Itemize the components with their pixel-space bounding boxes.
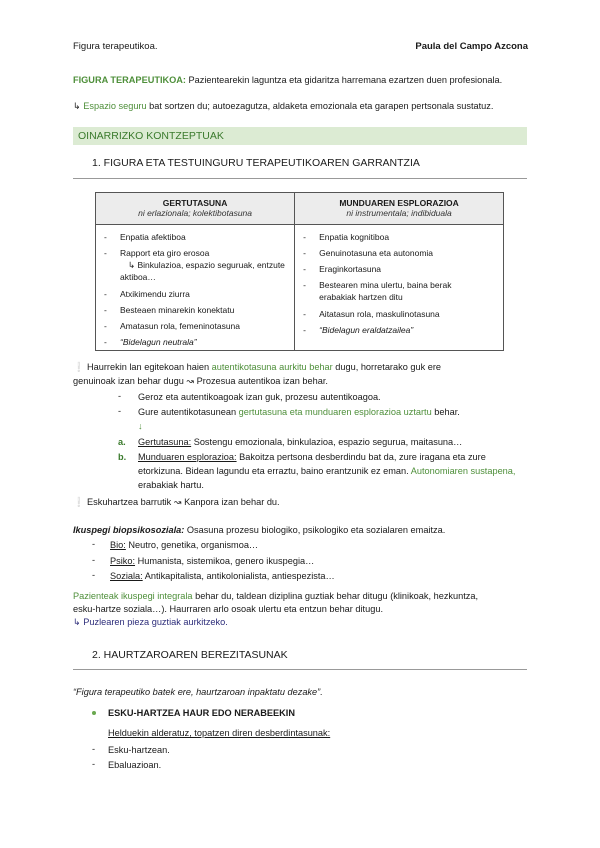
heading-2-rule xyxy=(73,669,527,670)
exclamation-icon: ❕ xyxy=(73,497,85,507)
arrow-icon: ↳ xyxy=(73,617,81,627)
list-dash: - xyxy=(118,391,122,401)
list-dash: - xyxy=(92,759,96,769)
list-dash: - xyxy=(118,406,122,416)
paragraph-intervention: ❕ Eskuhartzea barrutik ↝ Kanpora izan behar du. xyxy=(73,497,280,507)
sub-heading: Helduekin alderatuz, topatzen diren desberdintasunak: xyxy=(108,728,331,738)
lettered-item-b-line3: erabakiak hartu. xyxy=(138,480,204,490)
table-right-title: MUNDUAREN ESPLORAZIOA xyxy=(339,198,459,208)
lettered-item-b: Munduaren esplorazioa: Bakoitza pertsona desberdindu bat da, zure iragana eta zure xyxy=(138,452,486,462)
table-left-title: GERTUTASUNA xyxy=(162,198,228,208)
paragraph-authenticity xyxy=(73,361,528,374)
section-bar xyxy=(73,127,527,145)
para1-text-a: Haurrekin lan egitekoan haien xyxy=(87,362,210,372)
table-header-left xyxy=(96,193,295,225)
list-item: Soziala: Antikapitalista, antikolonialista, antiespezista… xyxy=(110,571,335,581)
bullet-dot-icon xyxy=(92,711,96,715)
table-right-subtitle: ni instrumentala; indibiduala xyxy=(346,208,452,218)
biopsico-term: Ikuspegi biopsikosoziala: xyxy=(73,525,185,535)
intro-green: Espazio seguru xyxy=(83,101,147,111)
list-item: Gure autentikotasunean gertutasuna eta munduaren esplorazioa uztartu behar. xyxy=(138,407,460,417)
list-dash: - xyxy=(92,555,96,565)
integral-green: Pazienteak ikuspegi integrala xyxy=(73,591,193,601)
header-author: Paula del Campo Azcona xyxy=(415,41,528,52)
quote: “Figura terapeutiko batek ere, haurtzaroan inpaktatu dezake”. xyxy=(73,687,323,697)
para1-text-b: dugu, horretarako guk ere xyxy=(335,362,442,372)
list-item: Psiko: Humanista, sistemikoa, genero ikuspegia… xyxy=(110,556,315,566)
list-item: Geroz eta autentikoagoak izan guk, prozesu autentikoagoa. xyxy=(138,392,381,402)
table-left-subtitle: ni erlazionala; kolektibotasuna xyxy=(138,208,253,218)
biopsychosocial-definition: Ikuspegi biopsikosoziala: Osasuna prozesu biologiko, psikologiko eta sozialaren emaitza. xyxy=(73,525,446,535)
integral-line3: ↳ Puzlearen pieza guztiak aurkitzeko. xyxy=(73,617,228,627)
list-item: Ebaluazioan. xyxy=(108,760,162,770)
exclamation-icon: ❕ xyxy=(73,362,85,372)
intro-definition xyxy=(73,74,528,87)
intro-safe-space xyxy=(73,100,528,113)
paragraph-authenticity-line2: genuinoak izan behar dugu ↝ Prozesua autentikoa izan behar. xyxy=(73,376,328,386)
heading-2: 2. HAURTZAROAREN BEREZITASUNAK xyxy=(92,649,288,661)
header-title: Figura terapeutikoa. xyxy=(73,41,158,52)
table-cell-right: - Enpatia kognitiboa - Genuinotasuna eta autonomia - Eraginkortasuna - Bestearen mina ulertu, baina berak erabakiak hartzen ditu - Aitatasun rola, maskulinotasuna - “Bidelagun eraldatzailea” xyxy=(295,225,504,351)
integral-line2: esku-hartze soziala…). Haurraren arlo osoak ulertu eta entzun behar ditugu. xyxy=(73,604,383,614)
list-dash: - xyxy=(92,539,96,549)
para1-green: autentikotasuna aurkitu behar xyxy=(211,362,333,372)
table-cell-left: - Enpatia afektiboa - Rapport eta giro erosoa ↳ Binkulazioa, espazio seguruak, entzute aktiboa… - Atxikimendu ziurra - Besteaen minarekin konektatu - Amatasun rola, femeninotasuna - “Bidelagun neutrala” xyxy=(96,225,295,351)
bullet-heading: ESKU-HARTZEA HAUR EDO NERABEEKIN xyxy=(108,708,295,718)
intro-definition-text: Pazientearekin laguntza eta gidaritza harremana ezartzen duen profesionala. xyxy=(188,75,503,85)
table-header-right xyxy=(295,193,504,225)
list-green: gertutasuna eta munduaren esplorazioa uztartu xyxy=(238,407,432,417)
section-title: OINARRIZKO KONTZEPTUAK xyxy=(78,130,224,142)
lettered-item-b-line2: etorkizuna. Bidean lagundu eta erraztu, baino erantzunik ez eman. Autonomiaren sustapena, xyxy=(138,466,516,476)
list-dash: - xyxy=(92,570,96,580)
heading-1-rule xyxy=(73,178,527,179)
lettered-item-a: Gertutasuna: Sostengu emozionala, binkulazioa, espazio segurua, maitasuna… xyxy=(138,437,463,447)
intro-rest: bat sortzen du; autoezagutza, aldaketa emozionala eta garapen pertsonala sustatuz. xyxy=(149,101,494,111)
letter-a: a. xyxy=(118,437,126,447)
intro-term: FIGURA TERAPEUTIKOA: xyxy=(73,75,186,85)
letter-b: b. xyxy=(118,452,127,462)
arrow-icon: ↳ xyxy=(73,101,81,111)
integral-paragraph: Pazienteak ikuspegi integrala behar du, taldean diziplina guztiak behar ditugu (klinikoak, hezkuntza, xyxy=(73,591,479,601)
list-dash: - xyxy=(92,744,96,754)
heading-1: 1. FIGURA ETA TESTUINGURU TERAPEUTIKOAREN GARRANTZIA xyxy=(92,157,420,169)
arrow-down-icon: ↓ xyxy=(138,421,143,431)
list-item: Bio: Neutro, genetika, organismoa… xyxy=(110,540,259,550)
autonomy-green: Autonomiaren sustapena, xyxy=(410,466,516,476)
comparison-table xyxy=(95,192,504,351)
list-item: Esku-hartzean. xyxy=(108,745,170,755)
